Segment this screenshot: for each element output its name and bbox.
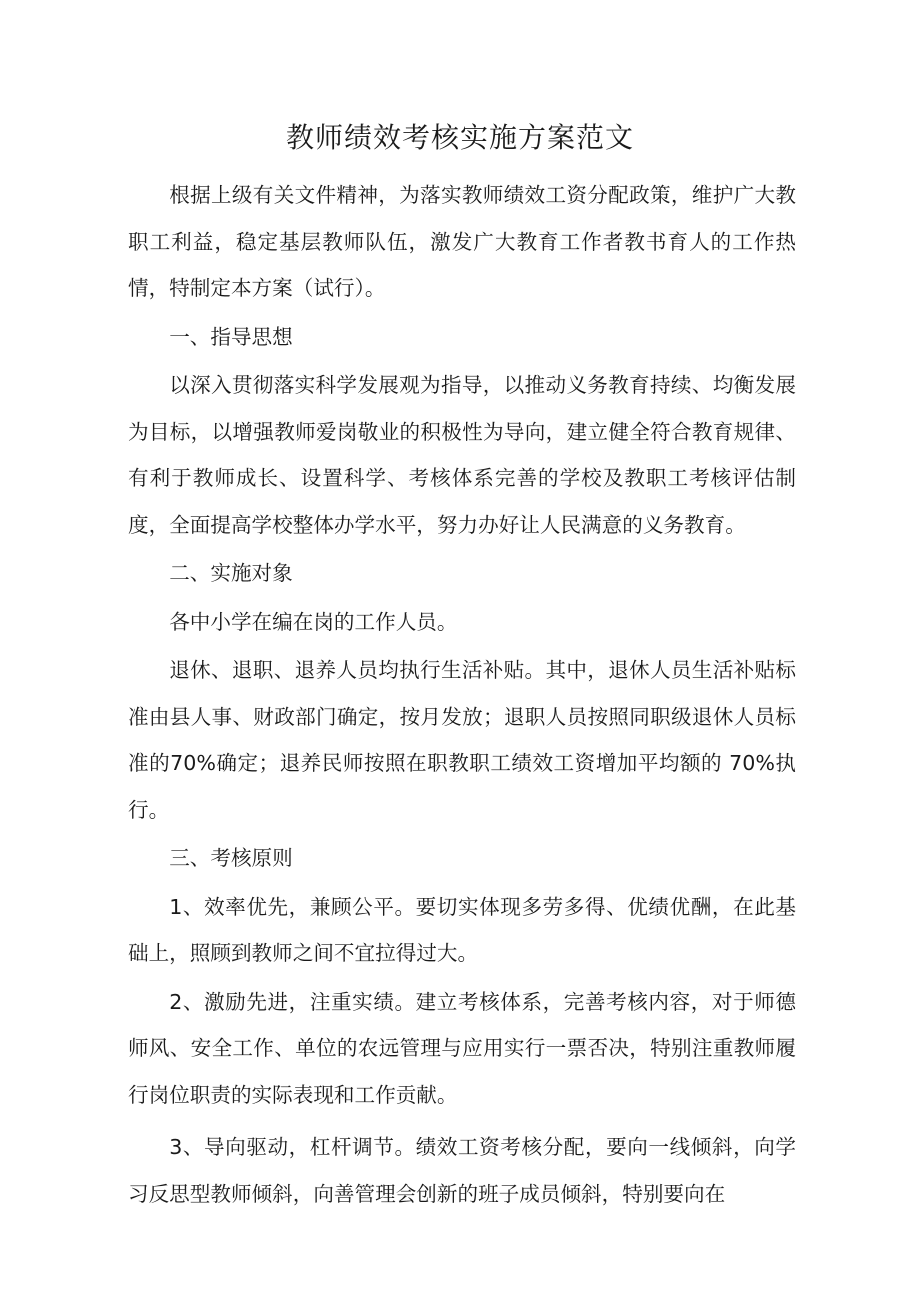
section-heading-guiding-ideology: 一、指导思想	[169, 324, 293, 349]
target-scope-paragraph: 各中小学在编在岗的工作人员。	[169, 609, 458, 634]
document-body	[128, 172, 796, 1217]
guiding-ideology-paragraph: 以深入贯彻落实科学发展观为指导，以推动义务教育持续、均衡发展为目标，以增强教师爱岗敬业的积极性为导向，建立健全符合教育规律、有利于教师成长、设置科学、考核体系完善的学校及教职工考核评估制度，全面提高学校整体办学水平，努力办好让人民满意的义务教育。	[128, 373, 796, 537]
section-heading-assessment-principles: 三、考核原则	[169, 846, 293, 870]
principle-1-paragraph: 1、效率优先，兼顾公平。要切实体现多劳多得、优绩优酬，在此基础上，照顾到教师之间不宜拉得过大。	[128, 894, 796, 965]
intro-paragraph: 根据上级有关文件精神，为落实教师绩效工资分配政策，维护广大教职工利益，稳定基层教师队伍，激发广大教育工作者教书育人的工作热情，特制定本方案（试行）。	[128, 183, 796, 300]
principle-3-paragraph: 3、导向驱动，杠杆调节。绩效工资考核分配，要向一线倾斜，向学习反思型教师倾斜，向善管理会创新的班子成员倾斜，特别要向在	[128, 1135, 796, 1206]
retiree-subsidy-paragraph: 退休、退职、退养人员均执行生活补贴。其中，退休人员生活补贴标准由县人事、财政部门确定，按月发放；退职人员按照同职级退休人员标准的70%确定；退养民师按照在职教职工绩效工资增加平均额的 70%执行。	[128, 658, 796, 822]
page-title: 教师绩效考核实施方案范文	[285, 121, 634, 154]
principle-2-paragraph: 2、激励先进，注重实绩。建立考核体系，完善考核内容，对于师德师风、安全工作、单位的农远管理与应用实行一票否决，特别注重教师履行岗位职责的实际表现和工作贡献。	[128, 989, 796, 1107]
section-heading-target-scope: 二、实施对象	[169, 561, 293, 585]
